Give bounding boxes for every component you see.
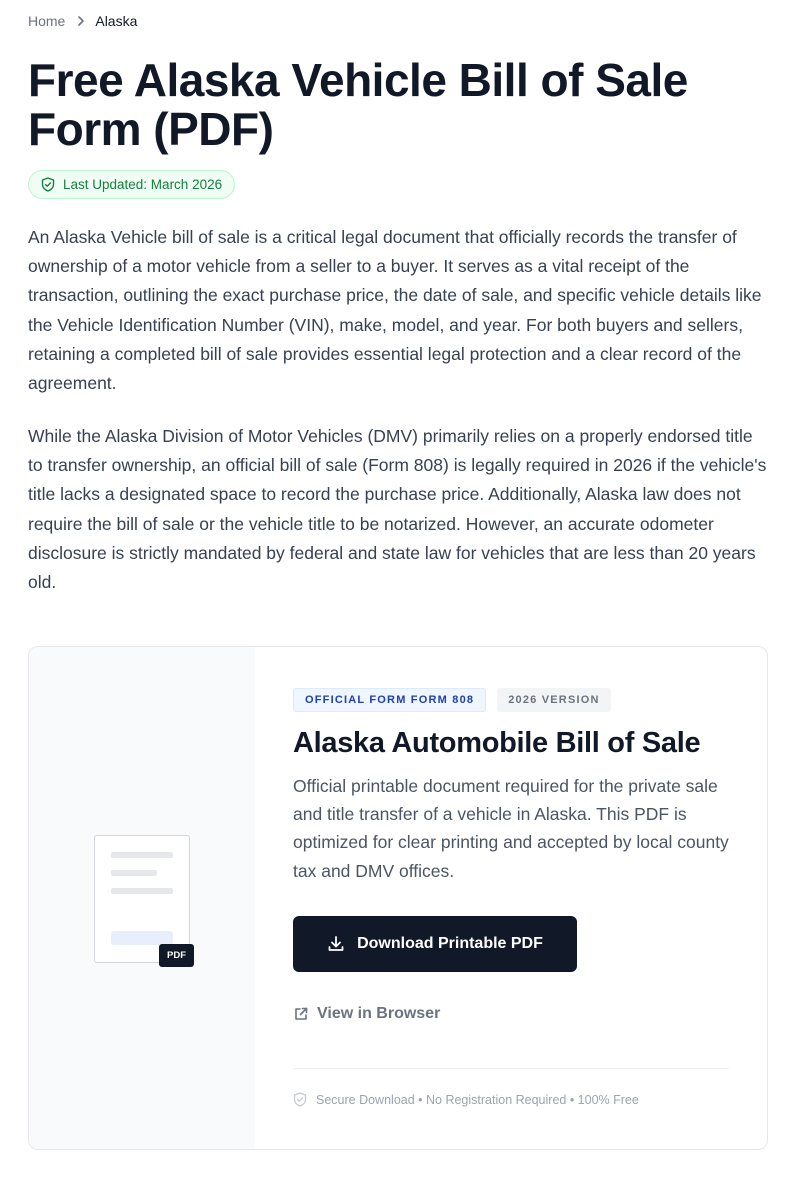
official-form-tag: OFFICIAL FORM FORM 808 <box>293 688 486 712</box>
download-icon <box>327 935 345 953</box>
card-description: Official printable document required for the private sale and title transfer of a vehicle in Alaska. This PDF is optimized for clear printing and accepted by local county tax and DMV offices. <box>293 776 729 881</box>
download-card <box>28 646 768 1150</box>
security-note <box>293 1092 639 1107</box>
chevron-right-icon <box>77 15 85 27</box>
download-pdf-button[interactable] <box>293 916 577 972</box>
breadcrumb-current: Alaska <box>95 13 138 29</box>
intro-paragraph-1: An Alaska Vehicle bill of sale is a critical legal document that officially records the transfer of ownership of a motor vehicle from a seller to a buyer. It serves as a vital receipt of the transaction, outlining the exact purchase price, the date of sale, and specific vehicle details like the Vehicle Identification Number (VIN), make, model, and year. For both buyers and sellers, retaining a completed bill of sale provides essential legal protection and a clear record of the agreement. <box>28 227 762 394</box>
breadcrumb-home-link[interactable]: Home <box>28 13 66 29</box>
document-preview-panel <box>29 647 255 1149</box>
last-updated-text: Last Updated: March 2026 <box>63 177 223 192</box>
card-divider <box>293 1068 729 1069</box>
page-title: Free Alaska Vehicle Bill of Sale Form (PDF) <box>28 54 688 155</box>
external-link-icon <box>293 1006 309 1022</box>
last-updated-badge <box>28 170 235 199</box>
pdf-label: PDF <box>159 944 194 967</box>
card-content <box>293 647 729 1149</box>
card-title: Alaska Automobile Bill of Sale <box>293 727 701 759</box>
card-tags <box>293 688 611 712</box>
security-note-text: Secure Download • No Registration Required • 100% Free <box>316 1092 639 1107</box>
version-tag: 2026 VERSION <box>497 688 610 712</box>
shield-check-icon <box>41 177 55 192</box>
intro-paragraph-2: While the Alaska Division of Motor Vehicles (DMV) primarily relies on a properly endorsed title to transfer ownership, an official bill of sale (Form 808) is legally required in 2026 if the vehicle's title lacks a designated space to record the purchase price. Additionally, Alaska law does not require the bill of sale or the vehicle title to be notarized. However, an accurate odometer disclosure is strictly mandated by federal and state law for vehicles that are less than 20 years old. <box>28 426 767 593</box>
download-button-label: Download Printable PDF <box>357 935 543 952</box>
shield-icon <box>293 1092 307 1107</box>
view-in-browser-link[interactable] <box>293 1005 440 1023</box>
breadcrumb <box>28 13 137 29</box>
view-in-browser-label: View in Browser <box>317 1005 441 1022</box>
